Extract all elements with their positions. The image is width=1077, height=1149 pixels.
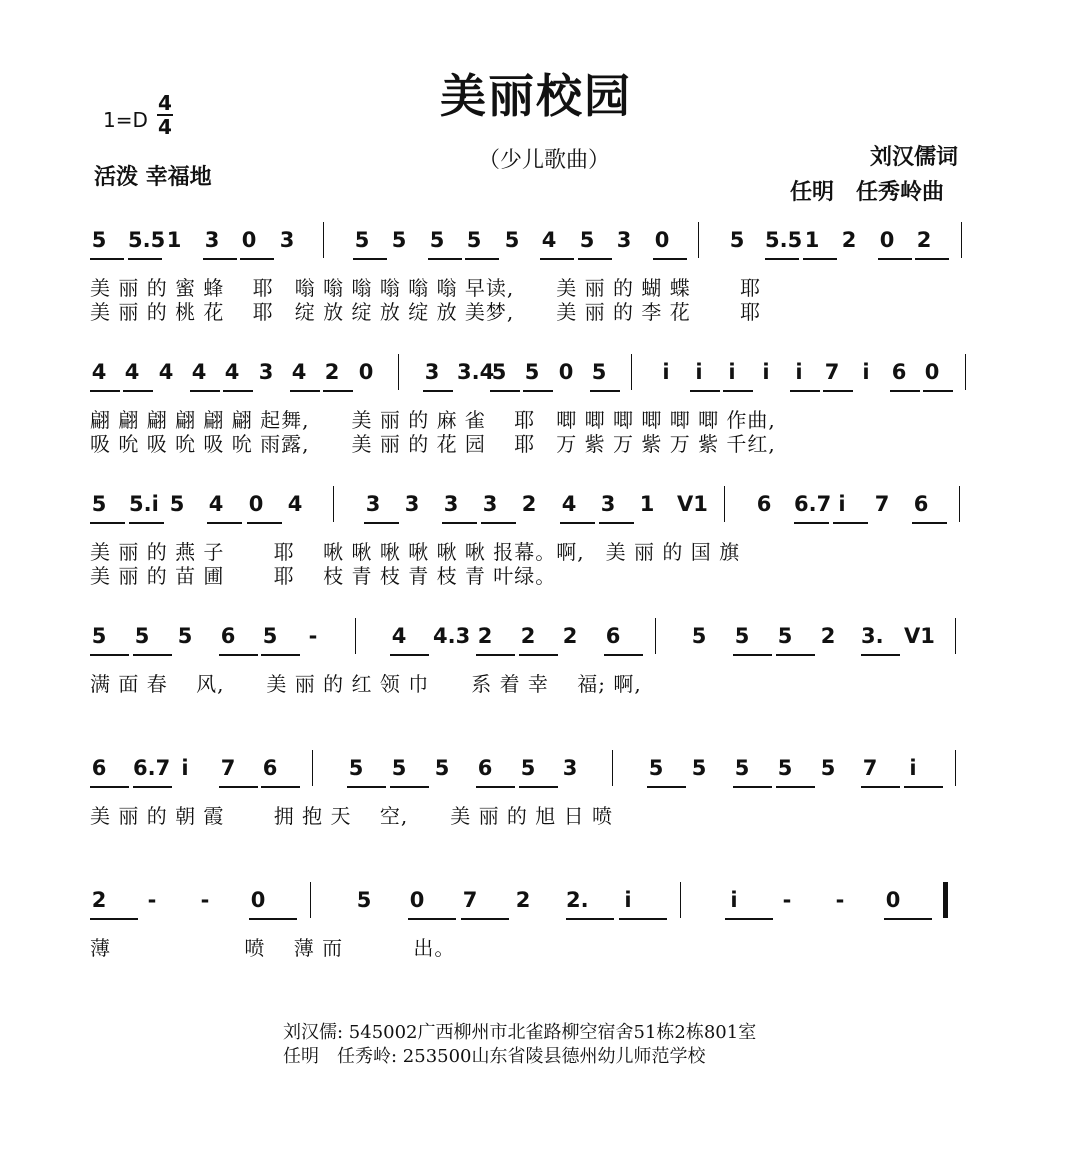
note: 2 xyxy=(841,228,857,252)
barline xyxy=(955,750,956,786)
note: 4 xyxy=(541,228,557,252)
note: 2 xyxy=(324,360,340,384)
beam-line xyxy=(566,918,614,920)
note: 7 xyxy=(220,756,236,780)
note: 5 xyxy=(348,756,364,780)
time-signature xyxy=(155,92,175,138)
beam-line xyxy=(190,390,220,392)
note: 3. xyxy=(861,624,884,648)
barline xyxy=(965,354,966,390)
note: 5 xyxy=(734,624,750,648)
beam-line xyxy=(878,258,912,260)
composer-credit: 任明 任秀岭曲 xyxy=(790,179,945,205)
note: 5 xyxy=(504,228,520,252)
notation-line xyxy=(90,492,1000,526)
note: i xyxy=(838,492,846,516)
note: 5 xyxy=(262,624,278,648)
beam-line xyxy=(725,918,773,920)
beam-line xyxy=(578,258,612,260)
note: 1 xyxy=(166,228,182,252)
beam-line xyxy=(823,390,853,392)
song-title: 美丽校园 xyxy=(440,69,632,123)
note: 5.5 xyxy=(765,228,803,252)
note: 4 xyxy=(391,624,407,648)
barline xyxy=(333,486,334,522)
beam-line xyxy=(519,654,558,656)
note: 2 xyxy=(521,492,537,516)
note: 4.3 xyxy=(433,624,471,648)
note: 2 xyxy=(916,228,932,252)
beam-line xyxy=(476,654,515,656)
beam-line xyxy=(290,390,320,392)
time-signature-top: 4 xyxy=(158,91,172,115)
beam-line xyxy=(653,258,687,260)
note: 3 xyxy=(482,492,498,516)
note: 6 xyxy=(756,492,772,516)
lyric-line: 吸 吮 吸 吮 吸 吮 雨露, 美 丽 的 花 园 耶 万 紫 万 紫 万 紫 千红, xyxy=(90,432,776,456)
note: 6.7 xyxy=(794,492,832,516)
barline xyxy=(398,354,399,390)
beam-line xyxy=(90,258,124,260)
beam-line xyxy=(861,654,900,656)
note: 3.4 xyxy=(457,360,495,384)
lyric-line: 美 丽 的 蜜 蜂 耶 嗡 嗡 嗡 嗡 嗡 嗡 早读, 美 丽 的 蝴 蝶 耶 xyxy=(90,276,762,300)
note: 5 xyxy=(729,228,745,252)
beam-line xyxy=(465,258,499,260)
note: 5 xyxy=(429,228,445,252)
note: 4 xyxy=(191,360,207,384)
note: 6 xyxy=(220,624,236,648)
barline xyxy=(312,750,313,786)
note: i xyxy=(695,360,703,384)
note: 0 xyxy=(248,492,264,516)
beam-line xyxy=(442,522,477,524)
note: 0 xyxy=(358,360,374,384)
tempo-marking: 活泼 幸福地 xyxy=(94,164,212,190)
beam-line xyxy=(599,522,634,524)
beam-line xyxy=(923,390,953,392)
note: i xyxy=(862,360,870,384)
note: 2. xyxy=(566,888,589,912)
note: 7 xyxy=(462,888,478,912)
beam-line xyxy=(794,522,829,524)
note: 6 xyxy=(262,756,278,780)
beam-line xyxy=(490,390,520,392)
note: 7 xyxy=(862,756,878,780)
beam-line xyxy=(128,258,162,260)
beam-line xyxy=(219,654,258,656)
lyric-line: 美 丽 的 苗 圃 耶 枝 青 枝 青 枝 青 叶绿。 xyxy=(90,564,557,588)
note: 0 xyxy=(250,888,266,912)
beam-line xyxy=(590,390,620,392)
beam-line xyxy=(249,918,297,920)
beam-line xyxy=(423,390,453,392)
note: 3 xyxy=(562,756,578,780)
notation-line xyxy=(90,360,1000,394)
barline xyxy=(631,354,632,390)
note: i xyxy=(762,360,770,384)
barline xyxy=(655,618,656,654)
lyric-line: 美 丽 的 桃 花 耶 绽 放 绽 放 绽 放 美梦, 美 丽 的 李 花 耶 xyxy=(90,300,762,324)
beam-line xyxy=(523,390,553,392)
beam-line xyxy=(904,786,943,788)
note: 3 xyxy=(404,492,420,516)
lyric-line: 薄 喷 薄 而 出。 xyxy=(90,936,456,960)
note: 4 xyxy=(158,360,174,384)
note: 4 xyxy=(287,492,303,516)
lyric-line: 满 面 春 风, 美 丽 的 红 领 巾 系 着 幸 福; 啊, xyxy=(90,672,642,696)
note: 5 xyxy=(777,624,793,648)
beam-line xyxy=(133,786,172,788)
note: 2 xyxy=(562,624,578,648)
beam-line xyxy=(540,258,574,260)
time-signature-bottom: 4 xyxy=(158,115,172,139)
note: 3 xyxy=(443,492,459,516)
barline xyxy=(955,618,956,654)
beam-line xyxy=(560,522,595,524)
note: - xyxy=(200,888,210,912)
notation-line xyxy=(90,228,1000,262)
beam-line xyxy=(790,390,820,392)
note: i xyxy=(624,888,632,912)
note: 3 xyxy=(616,228,632,252)
note: 4 xyxy=(91,360,107,384)
note: 5 xyxy=(466,228,482,252)
note: 0 xyxy=(409,888,425,912)
beam-line xyxy=(123,390,153,392)
beam-line xyxy=(90,522,125,524)
note: i xyxy=(728,360,736,384)
note: 5.5 xyxy=(128,228,166,252)
note: 0 xyxy=(879,228,895,252)
note: 5 xyxy=(734,756,750,780)
note: 3 xyxy=(424,360,440,384)
note: 5 xyxy=(524,360,540,384)
note: 5 xyxy=(491,360,507,384)
note: 1 xyxy=(804,228,820,252)
lyric-line: 翩 翩 翩 翩 翩 翩 起舞, 美 丽 的 麻 雀 耶 唧 唧 唧 唧 唧 唧 作曲, xyxy=(90,408,776,432)
note: V1 xyxy=(677,492,708,516)
note: 5 xyxy=(777,756,793,780)
note: 3 xyxy=(600,492,616,516)
beam-line xyxy=(861,786,900,788)
beam-line xyxy=(428,258,462,260)
notation-line xyxy=(90,756,1000,790)
note: 0 xyxy=(924,360,940,384)
note: 4 xyxy=(291,360,307,384)
note: i xyxy=(662,360,670,384)
note: 5 xyxy=(648,756,664,780)
beam-line xyxy=(519,786,558,788)
beam-line xyxy=(776,786,815,788)
barline xyxy=(612,750,613,786)
note: 6 xyxy=(477,756,493,780)
beam-line xyxy=(90,654,129,656)
beam-line xyxy=(776,654,815,656)
note: 5 xyxy=(691,756,707,780)
beam-line xyxy=(890,390,920,392)
barline xyxy=(680,882,681,918)
beam-line xyxy=(364,522,399,524)
note: 6 xyxy=(605,624,621,648)
beam-line xyxy=(476,786,515,788)
note: 5 xyxy=(434,756,450,780)
note: 3 xyxy=(204,228,220,252)
note: 0 xyxy=(654,228,670,252)
note: 2 xyxy=(477,624,493,648)
beam-line xyxy=(390,654,429,656)
note: 4 xyxy=(124,360,140,384)
note: 5 xyxy=(169,492,185,516)
note: 5 xyxy=(91,228,107,252)
barline xyxy=(959,486,960,522)
beam-line xyxy=(619,918,667,920)
beam-line xyxy=(461,918,509,920)
beam-line xyxy=(723,390,753,392)
beam-line xyxy=(884,918,932,920)
notation-line xyxy=(90,888,1000,922)
note: 5 xyxy=(579,228,595,252)
note: - xyxy=(835,888,845,912)
note: - xyxy=(782,888,792,912)
footer-address-2: 任明 任秀岭: 253500山东省陵县德州幼儿师范学校 xyxy=(283,1046,706,1067)
note: 5 xyxy=(354,228,370,252)
note: 4 xyxy=(224,360,240,384)
note: 5 xyxy=(520,756,536,780)
note: 5.i xyxy=(129,492,159,516)
note: 5 xyxy=(177,624,193,648)
note: - xyxy=(308,624,318,648)
beam-line xyxy=(912,522,947,524)
beam-line xyxy=(90,390,120,392)
beam-line xyxy=(347,786,386,788)
note: - xyxy=(147,888,157,912)
note: 3 xyxy=(279,228,295,252)
beam-line xyxy=(915,258,949,260)
barline xyxy=(698,222,699,258)
note: 6.7 xyxy=(133,756,171,780)
footer-address-1: 刘汉儒: 545002广西柳州市北雀路柳空宿舍51栋2栋801室 xyxy=(283,1022,757,1043)
note: i xyxy=(181,756,189,780)
beam-line xyxy=(647,786,686,788)
beam-line xyxy=(390,786,429,788)
beam-line xyxy=(833,522,868,524)
beam-line xyxy=(765,258,799,260)
note: 5 xyxy=(91,492,107,516)
beam-line xyxy=(408,918,456,920)
beam-line xyxy=(733,654,772,656)
barline xyxy=(961,222,962,258)
beam-line xyxy=(240,258,274,260)
lyric-line: 美 丽 的 燕 子 耶 啾 啾 啾 啾 啾 啾 报幕。啊, 美 丽 的 国 旗 xyxy=(90,540,741,564)
note: 5 xyxy=(591,360,607,384)
note: 5 xyxy=(820,756,836,780)
beam-line xyxy=(733,786,772,788)
note: 7 xyxy=(874,492,890,516)
note: 5 xyxy=(91,624,107,648)
beam-line xyxy=(203,258,237,260)
note: 5 xyxy=(134,624,150,648)
beam-line xyxy=(207,522,242,524)
note: V1 xyxy=(904,624,935,648)
barline xyxy=(310,882,311,918)
note: 1 xyxy=(639,492,655,516)
lyric-line: 美 丽 的 朝 霞 拥 抱 天 空, 美 丽 的 旭 日 喷 xyxy=(90,804,614,828)
note: 6 xyxy=(891,360,907,384)
note: 2 xyxy=(515,888,531,912)
note: i xyxy=(795,360,803,384)
beam-line xyxy=(261,786,300,788)
key-signature: 1=D xyxy=(103,108,148,132)
beam-line xyxy=(129,522,164,524)
note: i xyxy=(909,756,917,780)
note: 4 xyxy=(561,492,577,516)
note: 3 xyxy=(365,492,381,516)
note: 6 xyxy=(913,492,929,516)
beam-line xyxy=(90,918,138,920)
beam-line xyxy=(481,522,516,524)
beam-line xyxy=(90,786,129,788)
note: 6 xyxy=(91,756,107,780)
beam-line xyxy=(803,258,837,260)
note: 2 xyxy=(91,888,107,912)
song-subtitle: （少儿歌曲） xyxy=(478,148,611,173)
note: 7 xyxy=(824,360,840,384)
beam-line xyxy=(690,390,720,392)
notation-line xyxy=(90,624,1000,658)
note: 5 xyxy=(391,756,407,780)
note: 5 xyxy=(391,228,407,252)
beam-line xyxy=(261,654,300,656)
note: 0 xyxy=(558,360,574,384)
beam-line xyxy=(604,654,643,656)
barline xyxy=(323,222,324,258)
beam-line xyxy=(133,654,172,656)
beam-line xyxy=(219,786,258,788)
note: 0 xyxy=(241,228,257,252)
barline xyxy=(355,618,356,654)
note: 2 xyxy=(820,624,836,648)
lyricist-credit: 刘汉儒词 xyxy=(870,144,959,170)
beam-line xyxy=(223,390,253,392)
barline xyxy=(724,486,725,522)
note: 5 xyxy=(691,624,707,648)
beam-line xyxy=(247,522,282,524)
note: 5 xyxy=(356,888,372,912)
note: 0 xyxy=(885,888,901,912)
note: 4 xyxy=(208,492,224,516)
beam-line xyxy=(353,258,387,260)
beam-line xyxy=(323,390,353,392)
note: 3 xyxy=(258,360,274,384)
note: 2 xyxy=(520,624,536,648)
final-barline xyxy=(943,882,948,918)
note: i xyxy=(730,888,738,912)
